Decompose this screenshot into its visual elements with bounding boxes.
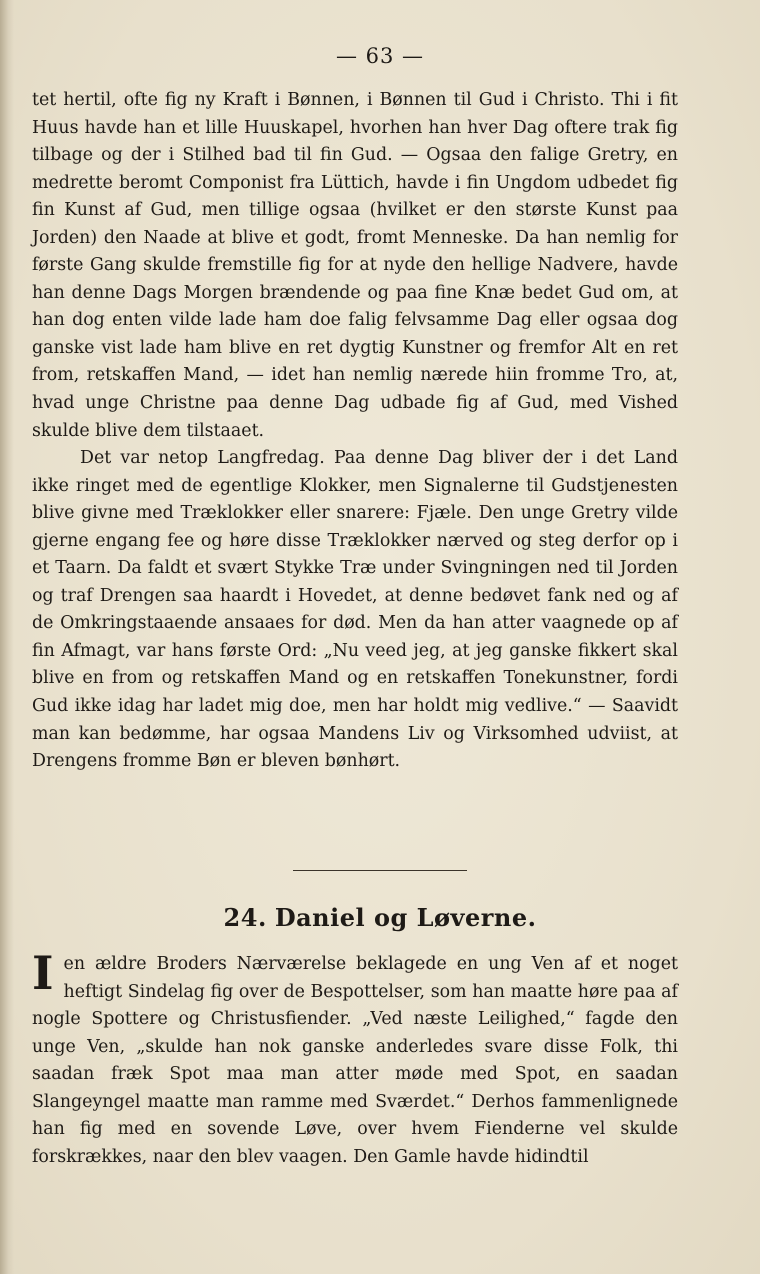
main-text — [32, 87, 678, 776]
section-text — [32, 946, 678, 1171]
section-heading — [0, 903, 760, 932]
section-paragraph — [32, 946, 678, 1171]
page-number: — 63 — — [335, 44, 425, 68]
section-paragraph-body: en ældre Broders Nærværelse beklagede en ung Ven af et noget heftigt Sindelag fig over de Bespottelser, som han maatte høre paa af nogle Spottere og Christusfiender. „Ved næste Leilighed,“ fagde den unge Ven, „skulde han nok ganske anderledes svare disse Folk, thi saadan fræk Spot maa man atter møde med Spot, en saadan Slangeyngel maatte man ramme med Sværdet.“ Derhos fammenlignede han fig med en sovende Løve, over hvem Fienderne vel skulde forskrækkes, naar den blev vaagen. Den Gamle havde hidindtil — [32, 954, 678, 1167]
drop-cap: I — [32, 946, 54, 1000]
paragraph-1: tet hertil, ofte fig ny Kraft i Bønnen, i Bønnen til Gud i Christo. Thi i fit Huus havde han et lille Huuskapel, hvorhen han hver Dag oftere trak fig tilbage og der i Stilhed bad til fin Gud. — Ogsaa den falige Gretry, en medrette beromt Componist fra Lüttich, havde i fin Ungdom udbedet fig fin Kunst af Gud, men tilligе ogsaa (hvilket er den største Kunst paa Jorden) den Naade at blive et godt, fromt Menneske. Da han nemlig for første Gang skulde fremstille fig for at nyde den hellige Nadvere, havde han denne Dags Morgen brændende og paa fine Knæ bedet Gud om, at han dog enten vilde lade ham doe falig felvsamme Dag eller ogsaa dog ganske vist lade ham blive en ret dygtig Kunstner og fremfor Alt en ret from, retskaffen Mand, — idet han nemlig nærede hiin fromme Tro, at, hvad unge Christne paa denne Dag udbade fig af Gud, med Vished skulde blive dem tilstaaet. — [32, 90, 678, 441]
section-title: Daniel og Løverne. — [274, 903, 537, 932]
page-binding-shadow — [0, 0, 14, 1274]
paragraph-2: Det var netop Langfredag. Paa denne Dag bliver der i det Land ikke ringet med de egentlige Klokker, men Signalerne til Gudstjenesten blive givne med Træklokker eller snarere: Fjæle. Den unge Gretry vilde gjerne engang fee og høre disse Træklokker nærved og steg derfor op i et Taarn. Da faldt et svært Stykke Træ under Svingningen ned til Jorden og traf Drengen saa haardt i Hovedet, at denne bedøvet fank ned og af de Omkringstaaende ansaaes for død. Men da han atter vaagnede op af fin Afmagt, var hans første Ord: „Nu veed jeg, at jeg ganske fikkert skal blive en from og retskaffen Mand og en retskaffen Tonekunstner, fordi Gud ikke idag har ladet mig doe, men har holdt mig vedlive.“ — Saavidt man kan bedømme, har ogsaa Mandens Liv og Virksomhed udviist, at Drengens fromme Bøn er bleven bønhørt. — [32, 448, 678, 772]
section-number: 24. — [223, 903, 267, 932]
section-divider — [293, 870, 467, 871]
